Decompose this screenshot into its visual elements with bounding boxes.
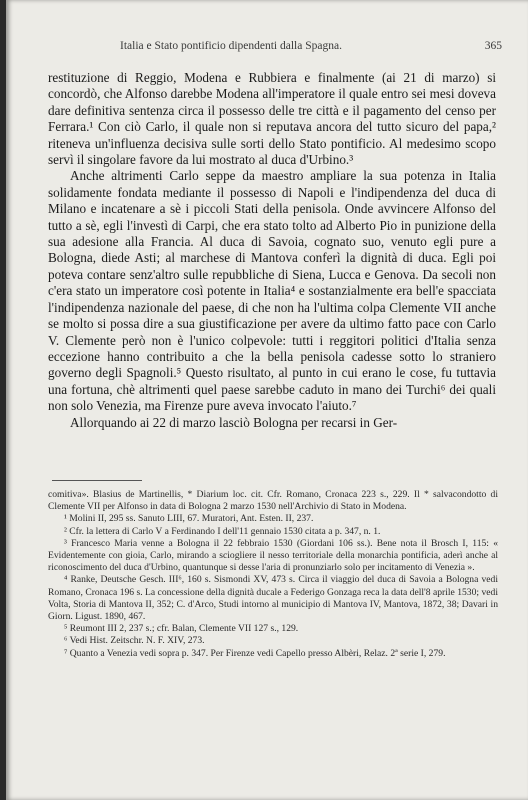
footnote-continuation: comitiva». Blasius de Martinellis, * Diarium loc. cit. Cfr. Romano, Cronaca 223 s., 229. Il * salvacondotto di Clemente VII per Alfonso in data di Bologna 2 marzo 1530 nell'Archivio di Stato in Modena.: [48, 489, 498, 513]
footnote: ¹ Molini II, 295 ss. Sanuto LIII, 67. Muratori, Ant. Esten. II, 237.: [64, 513, 314, 525]
main-text: [48, 70, 496, 431]
footnotes: [48, 489, 498, 660]
footnote: ⁴ Ranke, Deutsche Gesch. III⁶, 160 s. Sismondi XV, 473 s. Circa il viaggio del duca di Savoia a Bologna vedi Romano, Cronaca 196 s. La concessione della dignità ducale a Federigo Gonzaga reca la data dell'8 aprile 1530; vedi Volta, Storia di Mantova II, 352; C. d'Arco, Studi intorno al municipio di Mantova IV, Mantova, 1872, 38; Davari in Giorn. Ligust. 1890, 467.: [48, 574, 498, 623]
header-title: Italia e Stato pontificio dipendenti dalla Spagna.: [120, 40, 342, 52]
footnote-separator: [52, 480, 142, 481]
footnote: ² Cfr. la lettera di Carlo V a Ferdinando I dell'11 gennaio 1530 citata a p. 347, n. 1.: [64, 525, 381, 537]
footnote: ⁶ Vedi Hist. Zeitschr. N. F. XIV, 273.: [64, 635, 205, 647]
footnote: ³ Francesco Maria venne a Bologna il 22 febbraio 1530 (Giordani 106 ss.). Bene nota il Brosch I, 115: « Evidentemente con gioia, Carlo, mirando a sciogliere il nesso territoriale della monarchia pontificia, aderì anche al riconoscimento del duca d'Urbino, quantunque si desse l'aria di pronunziarlo solo per incitamento di Venezia ».: [48, 537, 498, 574]
footnote: ⁵ Reumont III 2, 237 s.; cfr. Balan, Clemente VII 127 s., 129.: [64, 623, 299, 635]
paragraph: restituzione di Reggio, Modena e Rubbiera e finalmente (ai 21 di marzo) si concordò, che Alfonso darebbe Modena all'imperatore il quale entro sei mesi doveva dare definitiva sentenza circa il possesso delle tre città e il pagamento del censo per Ferrara.¹ Con ciò Carlo, il quale non si reputava ancora del tutto sicuro del papa,² riteneva un'influenza decisiva sulle sorti dello Stato pontificio. Al medesimo scopo servì il singolare favore da lui mostrato al duca d'Urbino.³: [48, 70, 496, 168]
book-page: [6, 0, 528, 800]
page-number: 365: [484, 40, 502, 52]
paragraph: Anche altrimenti Carlo seppe da maestro ampliare la sua potenza in Italia solidamente fondata mediante il possesso di Napoli e l'indipendenza del duca di Milano e incatenare a sè i piccoli Stati della penisola. Onde avvincere Alfonso del tutto a sè, egli l'investì di Carpi, che era stato tolto ad Alberto Pio in punizione della sua adesione alla Francia. Al duca di Savoia, cognato suo, venuto egli pure a Bologna, diede Asti; al marchese di Mantova conferì la dignità di duca. Egli poi poteva contare senz'altro sulle repubbliche di Siena, Lucca e Genova. Da secoli non c'era stato un imperatore così potente in Italia⁴ e sostanzialmente era bell'e spacciata l'indipendenza nazionale del paese, di che non ha l'ultima colpa Clemente VII anche se molto si possa dire a sua giustificazione per avere da ultimo fatto pace con Carlo V. Clemente però non è l'unico colpevole: tutti i reggitori politici d'Italia senza eccezione hanno contribuito a che la bella penisola cadesse sotto lo straniero governo degli Spagnoli.⁵ Questo risultato, al punto in cui erano le cose, fu tuttavia una fortuna, chè altrimenti quel paese sarebbe caduto in mano dei Turchi⁶ dei quali non solo Venezia, ma Firenze pure aveva invocato l'aiuto.⁷: [48, 168, 496, 414]
footnote: ⁷ Quanto a Venezia vedi sopra p. 347. Per Firenze vedi Capello presso Albèri, Relaz. 2ª serie I, 279.: [64, 647, 446, 659]
paragraph: Allorquando ai 22 di marzo lasciò Bologna per recarsi in Ger-: [70, 414, 398, 430]
